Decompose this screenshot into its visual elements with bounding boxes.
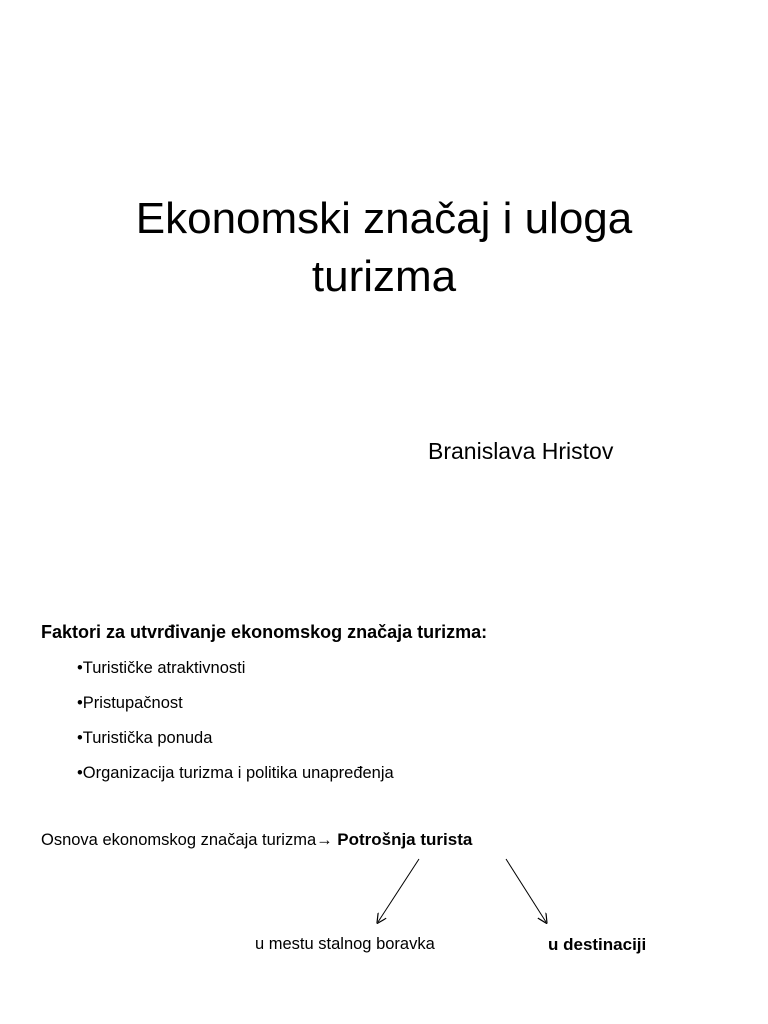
slide-title-line-1: Ekonomski značaj i uloga [135,194,633,243]
left-branch-arrow-icon [378,859,419,922]
factor-item: •Turistička ponuda [77,729,213,747]
slide-title-line-2: turizma [311,252,457,301]
branch-arrows [360,856,570,928]
author-name: Branislava Hristov [428,438,614,464]
factor-item: •Organizacija turizma i politika unapređenja [77,764,394,782]
factors-list [77,657,394,797]
factor-item: •Pristupačnost [77,694,183,712]
right-branch-arrow-icon [506,859,546,922]
factor-item: •Turističke atraktivnosti [77,659,246,677]
basis-emphasis: Potrošnja turista [337,830,473,849]
slide-title [0,190,768,306]
branch-right-label: u destinaciji [548,935,647,954]
basis-prefix: Osnova ekonomskog značaja turizma [41,831,317,849]
branch-left-label: u mestu stalnog boravka [255,935,435,953]
right-arrow-glyph: → [316,831,338,849]
factors-heading: Faktori za utvrđivanje ekonomskog značaja turizma: [41,622,488,642]
basis-statement [41,830,472,850]
